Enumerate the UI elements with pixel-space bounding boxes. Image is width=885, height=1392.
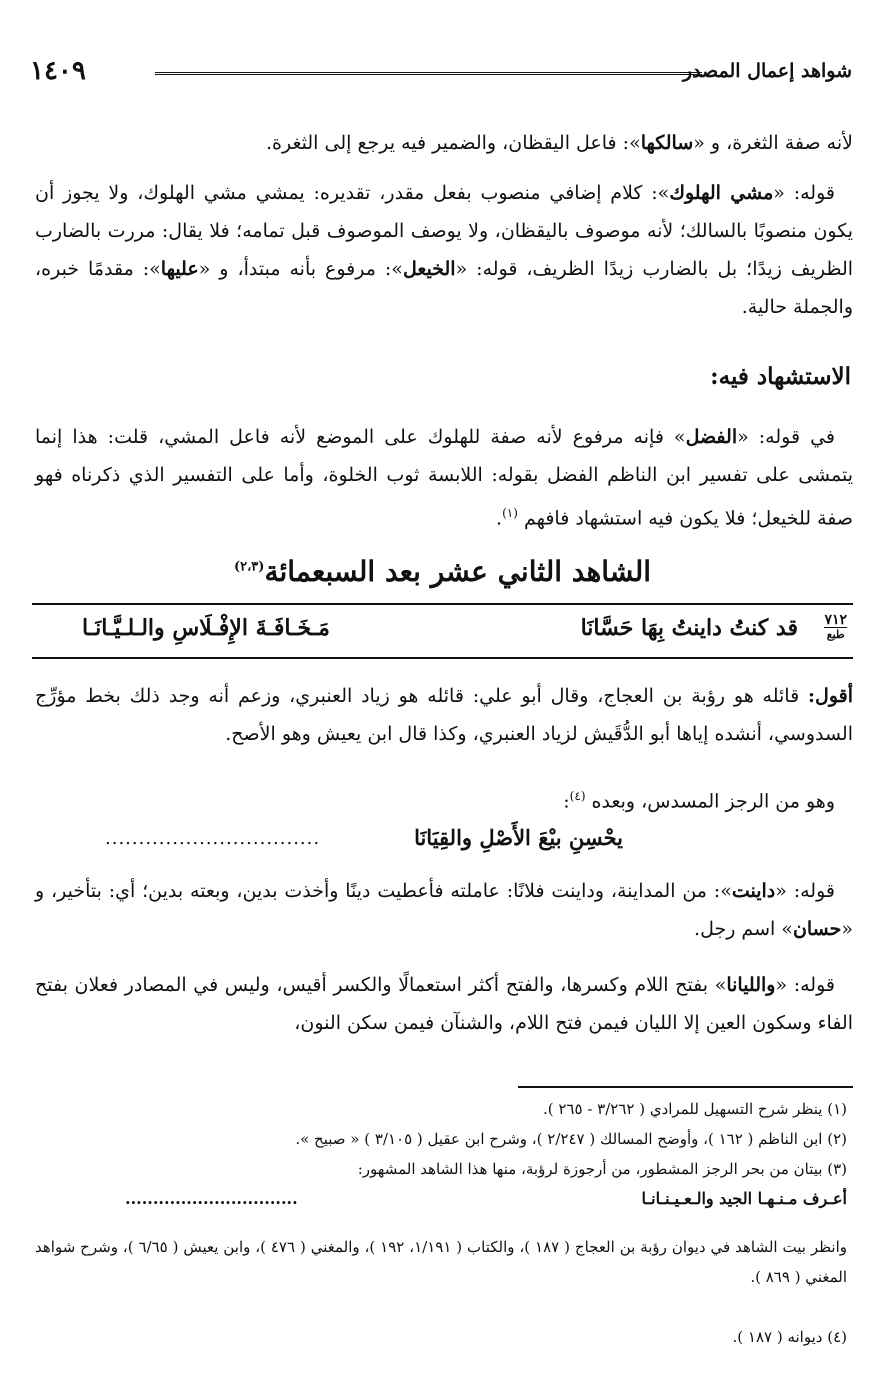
text-run: في قوله: «: [737, 426, 835, 448]
text-run: لأنه صفة الثغرة، و «: [693, 132, 853, 154]
footnote-verse-text: أعـرف مـنـهـا الجيد والـعـيـنـانـا: [641, 1189, 847, 1208]
following-hemistich: يحْسِنِ بيْعَ الأَصْلِ والقِيَانَا: [414, 825, 623, 850]
keyword: أقول:: [808, 685, 853, 707]
paragraph-1: [35, 124, 853, 162]
text-run: »: فاعل اليقظان، والضمير فيه يرجع إلى الثغرة.: [266, 132, 641, 154]
page-number: ١٤٠٩: [30, 56, 86, 86]
footnote-ref: (١): [502, 506, 518, 520]
text-run: » اسم رجل.: [694, 918, 793, 940]
text-run: »: كلام إضافي منصوب بفعل مقدر، تقديره: يمشي مشي الهلوك، ولا يجوز أن يكون منصوبًا بالسالك؛ لأنه موصوف باليقظان، ولا يوصف الموصوف قبل تمامه؛ فلا يقال: مررت بالضارب الظريف زيدًا؛ بل بالضارب زيدًا الظريف، قوله: «: [35, 182, 854, 280]
running-title: شواهد إعمال المصدر: [682, 60, 852, 82]
paragraph-4: [35, 677, 853, 753]
verse-box: [32, 603, 853, 659]
keyword: الفضل: [685, 426, 738, 448]
verse-number-value: ٧١٢: [824, 612, 847, 628]
text-run: قوله: «: [773, 182, 835, 204]
text-run: »: من المداينة، وداينت فلانًا: عاملته فأعطيت دينًا وأخذت بدين، وبعته بدين؛ أي: بتأخير، و «: [35, 880, 853, 940]
footnote-2: (٢) ابن الناظم ( ١٦٢ )، وأوضح المسالك ( ٢/٢٤٧ )، وشرح ابن عقيل ( ٣/١٠٥ ) « صبيح ».: [295, 1130, 847, 1148]
text-run: قائله هو رؤبة بن العجاج، وقال أبو علي: قائله هو زياد العنبري، وزعم أنه وجد ذلك بخط مؤرِّج السدوسي، أنشده إياها أبو الدُّقَيش لزياد العنبري، وكذا قال ابن يعيش وهو الأصح.: [35, 685, 853, 745]
section-heading: الاستشهاد فيه:: [710, 363, 851, 390]
paragraph-2: [35, 174, 853, 326]
text-run: وهو من الرجز المسدس، وبعده: [591, 790, 835, 813]
text-run: :: [563, 790, 570, 813]
keyword: مشي الهلوك: [669, 182, 774, 204]
text-run: » فإنه مرفوع لأنه صفة للهلوك على الموضع لأنه فاعل المشي، قلت: هذا إنما يتمشى على تفسير ابن الناظم الفضل بقوله: اللابسة ثوب الخلوة، وأما على التفسير الذي ذكرناه فهو صفة للخيعل؛ فلا يكون فيه استشهاد فافهم: [35, 426, 853, 530]
verse-number: [824, 613, 847, 642]
footnote-ref: (٤): [569, 789, 586, 803]
witness-title: [0, 555, 885, 588]
footnote-1: (١) ينظر شرح التسهيل للمرادي ( ٣/٢٦٢ - ٢٦٥ ).: [542, 1100, 847, 1118]
keyword: والليانا: [726, 974, 776, 996]
paragraph-5: [35, 777, 853, 820]
keyword: الخيعل: [402, 258, 456, 280]
footnote-3: (٣) بيتان من بحر الرجز المشطور، من أرجوزة لرؤبة، منها هذا الشاهد المشهور:: [357, 1160, 847, 1178]
footnote-ref: (٢،٣): [233, 559, 265, 575]
footnote-3-more: وانظر بيت الشاهد في ديوان رؤبة بن العجاج ( ١٨٧ )، والكتاب ( ١/١٩١، ١٩٢ )، والمغني ( ٤٧٦ )، وابن يعيش ( ٦/٦٥ )، وشرح شواهد المغني ( ٨٦٩ ).: [35, 1238, 847, 1286]
text-run: قوله: «: [775, 974, 835, 996]
witness-title-text: الشاهد الثاني عشر بعد السبعمائة: [264, 555, 652, 588]
verse-second-hemistich: مَـخَـافَـةَ الإِفْـلَاسِ والـلـيَّـانَـا: [82, 615, 330, 641]
page-header: [30, 58, 852, 94]
keyword: داينت: [731, 880, 776, 902]
footnote-4: (٤) ديوانه ( ١٨٧ ).: [732, 1328, 847, 1346]
header-rule: [155, 72, 702, 75]
footnote-ellipsis: ...............................: [125, 1189, 298, 1208]
footnote-3-verse: [35, 1184, 847, 1214]
keyword: سالكها: [640, 132, 694, 154]
keyword: حسان: [792, 918, 842, 940]
text-run: » بفتح اللام وكسرها، والفتح أكثر استعمالًا والكسر أقيس، وليس في المصادر فعلان بفتح الفاء وسكون العين إلا الليان فيمن فتح اللام، والشنآن فيمن سكن النون،: [35, 974, 853, 1034]
verse-first-hemistich: قد كنتُ داينتُ بِهَا حَسَّانَا: [580, 615, 798, 641]
text-run: قوله: «: [775, 880, 835, 902]
text-run: .: [496, 507, 503, 530]
footnote-rule: [518, 1086, 853, 1088]
ellipsis-line: ................................: [105, 828, 321, 849]
paragraph-3: [35, 418, 853, 537]
verse-number-sub: طبع: [824, 627, 847, 642]
text-run: »: مقدمًا خبره، والجملة حالية.: [35, 258, 853, 318]
text-run: »: مرفوع بأنه مبتدأ، و «: [198, 258, 403, 280]
paragraph-6: [35, 872, 853, 948]
paragraph-7: [35, 966, 853, 1042]
keyword: عليها: [160, 258, 199, 280]
